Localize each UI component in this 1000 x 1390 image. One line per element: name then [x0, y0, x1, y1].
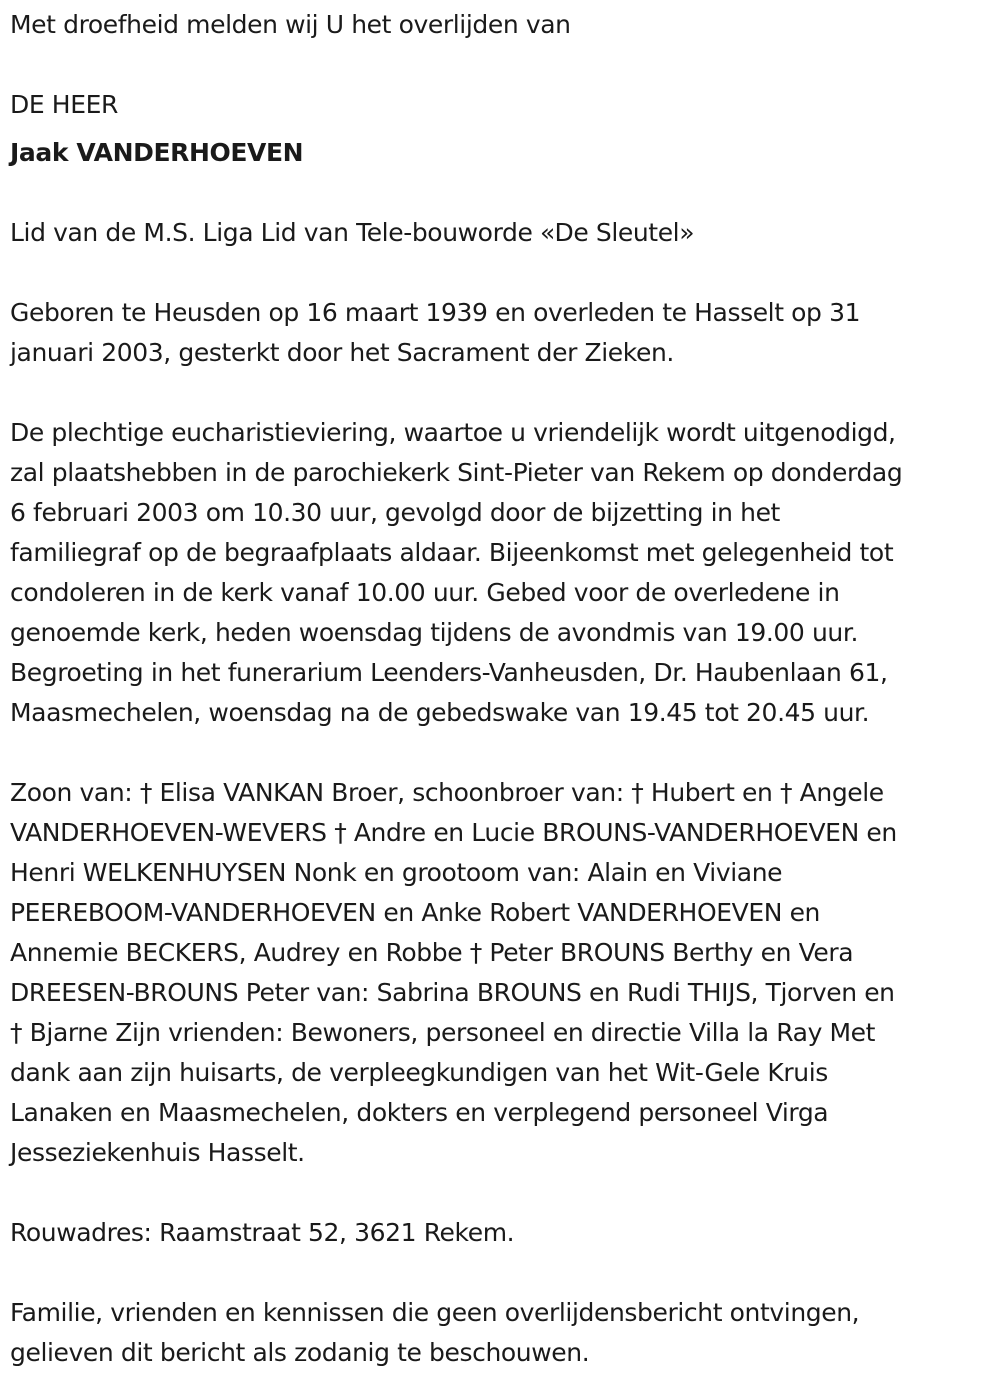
closing-text: Familie, vrienden en kennissen die geen overlijdensbericht ontvingen, gelieven dit bericht als zodanig te beschouwen.: [10, 1298, 860, 1367]
spacer: [10, 1253, 995, 1293]
spacer: [10, 45, 995, 85]
ceremony-text: De plechtige eucharistieviering, waartoe u vriendelijk wordt uitgenodigd, zal plaatshebben in de parochiekerk Sint-Pieter van Rekem op donderdag 6 februari 2003 om 10.30 uur, gevolgd door de bijzetting in het familiegraf op de begraafplaats aldaar. Bijeenkomst met gelegenheid tot condoleren in de kerk vanaf 10.00 uur. Gebed voor de overledene in genoemde kerk, heden woensdag tijdens de avondmis van 19.00 uur. Begroeting in het funerarium Leenders-Vanheusden, Dr. Haubenlaan 61, Maasmechelen, woensdag na de gebedswake van 19.45 tot 20.45 uur.: [10, 418, 903, 727]
spacer: [10, 373, 995, 413]
family-text: Zoon van: † Elisa VANKAN Broer, schoonbroer van: † Hubert en † Angele VANDERHOEVEN-WEVERS † Andre en Lucie BROUNS-VANDERHOEVEN en Henri WELKENHUYSEN Nonk en grootoom van: Alain en Viviane PEEREBOOM-VANDERHOEVEN en Anke Robert VANDERHOEVEN en Annemie BECKERS, Audrey en Robbe † Peter BROUNS Berthy en Vera DREESEN-BROUNS Peter van: Sabrina BROUNS en Rudi THIJS, Tjorven en † Bjarne Zijn vrienden: Bewoners, personeel en directie Villa la Ray Met dank aan zijn huisarts, de verpleegkundigen van het Wit-Gele Kruis Lanaken en Maasmechelen, dokters en verplegend personeel Virga Jesseziekenhuis Hasselt.: [10, 778, 897, 1167]
spacer: [10, 253, 995, 293]
intro-text: Met droefheid melden wij U het overlijden van: [10, 10, 571, 39]
mourning-address: Rouwadres: Raamstraat 52, 3621 Rekem.: [10, 1218, 515, 1247]
birth-death-text: Geboren te Heusden op 16 maart 1939 en overleden te Hasselt op 31 januari 2003, gesterkt door het Sacrament der Zieken.: [10, 298, 861, 367]
deceased-name: Jaak VANDERHOEVEN: [10, 138, 304, 167]
obituary-notice: [10, 0, 995, 1373]
spacer: [10, 173, 995, 213]
membership-text: Lid van de M.S. Liga Lid van Tele-bouworde «De Sleutel»: [10, 218, 695, 247]
deceased-title: DE HEER: [10, 90, 118, 119]
spacer: [10, 1173, 995, 1213]
spacer: [10, 733, 995, 773]
